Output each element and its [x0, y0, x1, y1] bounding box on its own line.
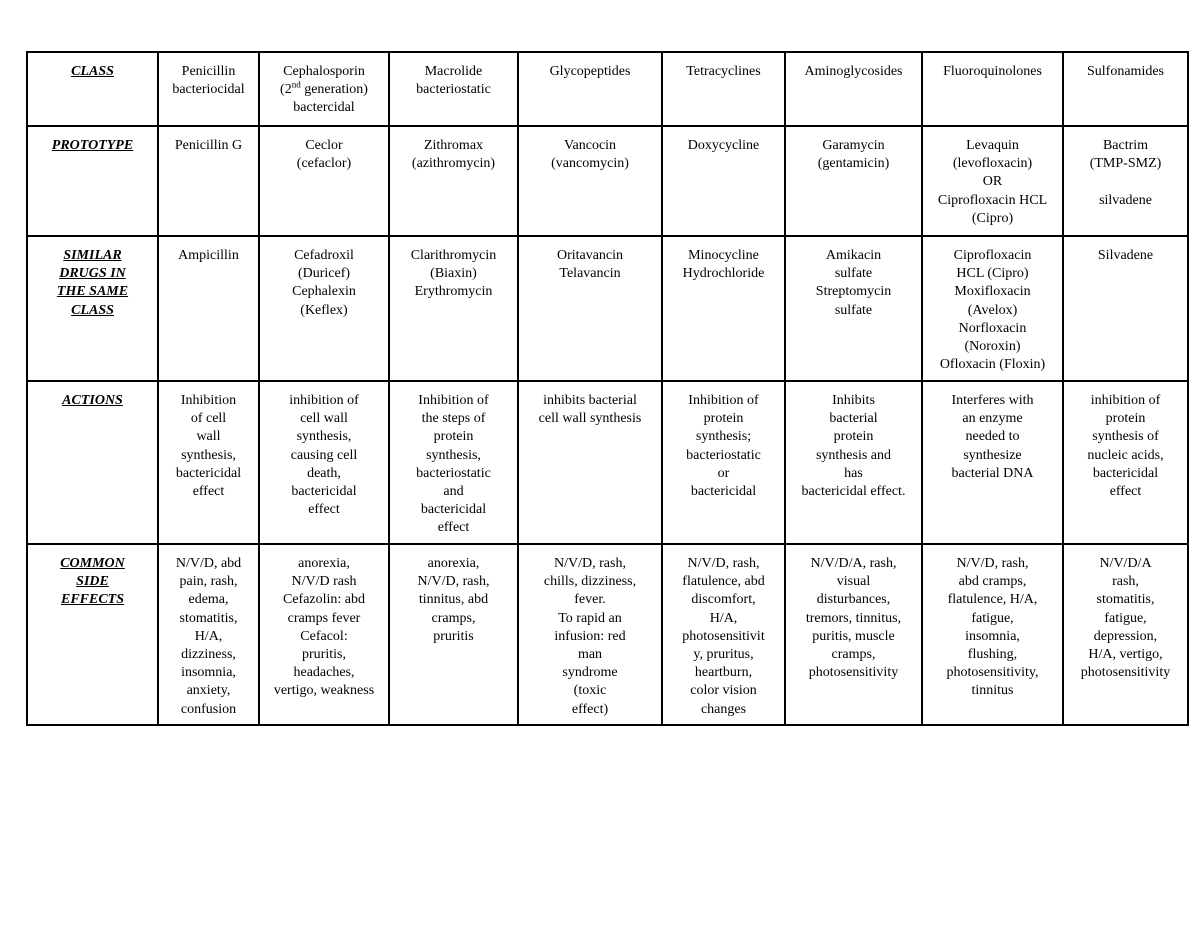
- table-cell: Inhibition of protein synthesis; bacteriostatic or bactericidal: [662, 381, 785, 544]
- table-cell: Fluoroquinolones: [922, 52, 1063, 126]
- table-cell: Macrolide bacteriostatic: [389, 52, 518, 126]
- table-cell: Sulfonamides: [1063, 52, 1188, 126]
- table-cell: Garamycin (gentamicin): [785, 126, 922, 236]
- table-cell: Penicillin G: [158, 126, 259, 236]
- table-cell: N/V/D/A rash, stomatitis, fatigue, depression, H/A, vertigo, photosensitivity: [1063, 544, 1188, 725]
- row-header-similar-drugs: SIMILAR DRUGS IN THE SAME CLASS: [27, 236, 158, 381]
- row-header-side-effects: COMMON SIDE EFFECTS: [27, 544, 158, 725]
- table-row-similar-drugs: [27, 236, 1188, 381]
- row-header-actions: ACTIONS: [27, 381, 158, 544]
- table-cell: N/V/D/A, rash, visual disturbances, tremors, tinnitus, puritis, muscle cramps, photosensitivity: [785, 544, 922, 725]
- table-cell: inhibition of protein synthesis of nucleic acids, bactericidal effect: [1063, 381, 1188, 544]
- table-cell: Glycopeptides: [518, 52, 662, 126]
- table-cell: anorexia, N/V/D, rash, tinnitus, abd cramps, pruritis: [389, 544, 518, 725]
- row-header-class: CLASS: [27, 52, 158, 126]
- table-cell: Clarithromycin (Biaxin) Erythromycin: [389, 236, 518, 381]
- table-cell: Aminoglycosides: [785, 52, 922, 126]
- table-row-class: [27, 52, 1188, 126]
- table-cell: Cefadroxil (Duricef) Cephalexin (Keflex): [259, 236, 389, 381]
- table-cell: Oritavancin Telavancin: [518, 236, 662, 381]
- table-cell: Inhibits bacterial protein synthesis and has bactericidal effect.: [785, 381, 922, 544]
- table-cell: Inhibition of the steps of protein synthesis, bacteriostatic and bactericidal effect: [389, 381, 518, 544]
- row-header-prototype: PROTOTYPE: [27, 126, 158, 236]
- table-cell: Ciprofloxacin HCL (Cipro) Moxifloxacin (Avelox) Norfloxacin (Noroxin) Ofloxacin (Floxin): [922, 236, 1063, 381]
- table-cell: Minocycline Hydrochloride: [662, 236, 785, 381]
- drug-class-table: [26, 51, 1189, 726]
- table-cell: Ampicillin: [158, 236, 259, 381]
- table-row-side-effects: [27, 544, 1188, 725]
- table-cell: Silvadene: [1063, 236, 1188, 381]
- table-cell: inhibition of cell wall synthesis, causing cell death, bactericidal effect: [259, 381, 389, 544]
- table-cell: Interferes with an enzyme needed to synthesize bacterial DNA: [922, 381, 1063, 544]
- table-cell: Amikacin sulfate Streptomycin sulfate: [785, 236, 922, 381]
- table-cell: N/V/D, abd pain, rash, edema, stomatitis, H/A, dizziness, insomnia, anxiety, confusion: [158, 544, 259, 725]
- table-cell-cephalosporin: [259, 52, 389, 126]
- cephalosporin-name: Cephalosporin: [283, 64, 365, 79]
- table-row-actions: [27, 381, 1188, 544]
- cephalosporin-generation-open: (2: [280, 82, 292, 98]
- table-row-prototype: [27, 126, 1188, 236]
- table-cell: Bactrim (TMP-SMZ) silvadene: [1063, 126, 1188, 236]
- table-cell: Levaquin (levofloxacin) OR Ciprofloxacin HCL (Cipro): [922, 126, 1063, 236]
- table-cell: Vancocin (vancomycin): [518, 126, 662, 236]
- table-cell: N/V/D, rash, abd cramps, flatulence, H/A, fatigue, insomnia, flushing, photosensitivity, tinnitus: [922, 544, 1063, 725]
- table-cell: Penicillin bacteriocidal: [158, 52, 259, 126]
- table-cell: anorexia, N/V/D rash Cefazolin: abd cramps fever Cefacol: pruritis, headaches, vertigo, weakness: [259, 544, 389, 725]
- cephalosporin-generation-suffix: nd: [291, 79, 301, 90]
- table-cell: Doxycycline: [662, 126, 785, 236]
- table-cell: Tetracyclines: [662, 52, 785, 126]
- cephalosporin-generation-close: generation): [300, 82, 368, 98]
- table-cell: Ceclor (cefaclor): [259, 126, 389, 236]
- table-cell: inhibits bacterial cell wall synthesis: [518, 381, 662, 544]
- table-cell: N/V/D, rash, chills, dizziness, fever. To rapid an infusion: red man syndrome (toxic effect): [518, 544, 662, 725]
- cephalosporin-effect: bactercidal: [293, 100, 355, 116]
- table-cell: Zithromax (azithromycin): [389, 126, 518, 236]
- table-cell: Inhibition of cell wall synthesis, bactericidal effect: [158, 381, 259, 544]
- table-cell: N/V/D, rash, flatulence, abd discomfort, H/A, photosensitivit y, pruritus, heartburn, color vision changes: [662, 544, 785, 725]
